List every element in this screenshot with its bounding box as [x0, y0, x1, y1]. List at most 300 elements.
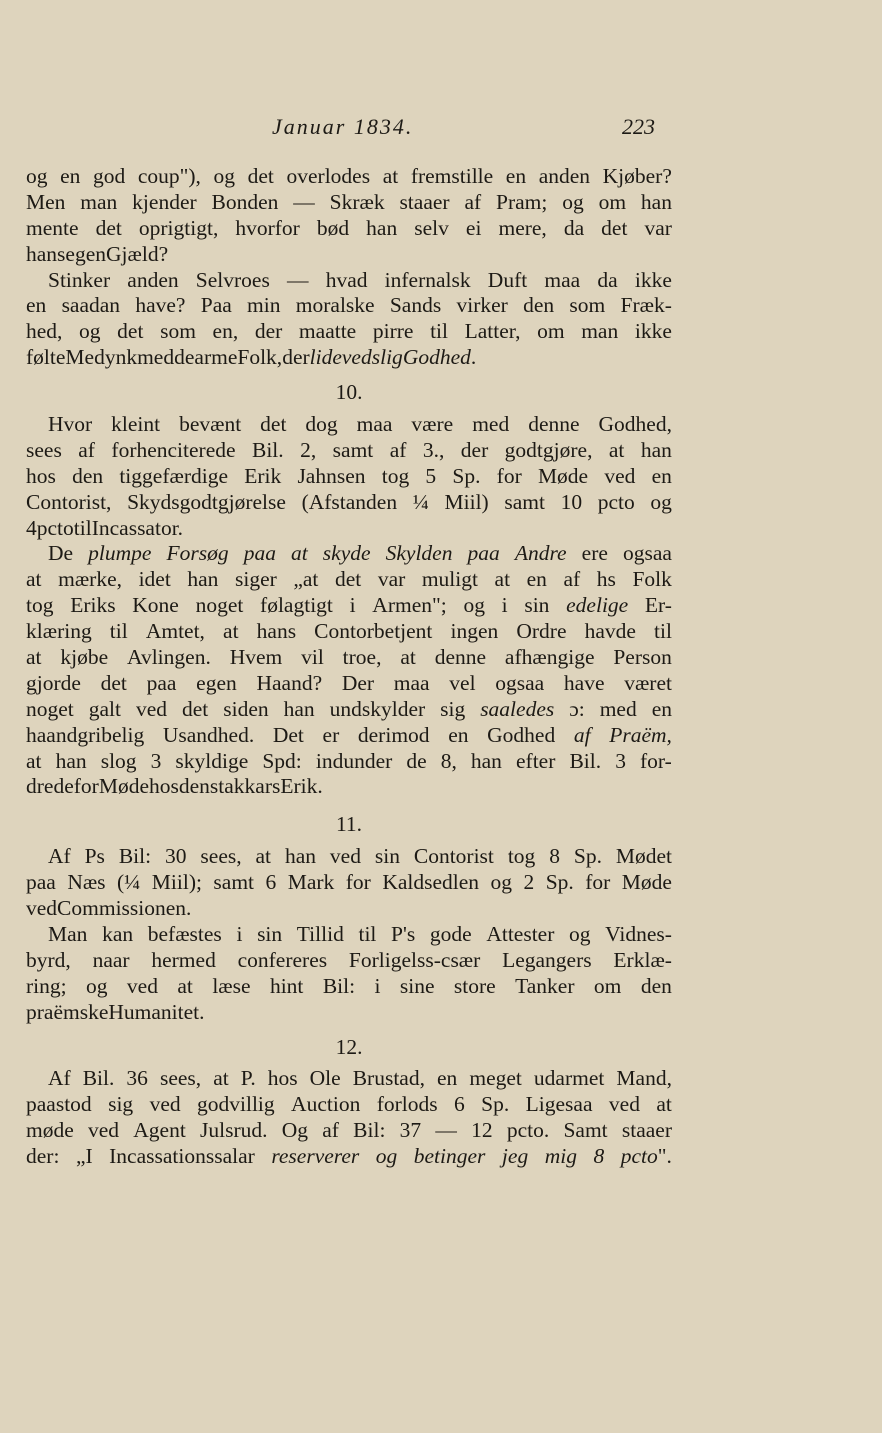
word: Der — [341, 670, 375, 695]
word: og — [86, 973, 108, 998]
word: en — [651, 463, 672, 488]
word: store — [453, 973, 496, 998]
word: han — [283, 696, 315, 721]
word: tiggefærdige — [119, 463, 228, 488]
word: om — [598, 189, 627, 214]
section-number: 10. — [335, 380, 363, 405]
word: i — [236, 921, 243, 946]
word: Jahnsen — [297, 463, 366, 488]
word: Hvem — [229, 645, 283, 670]
word: de — [174, 345, 195, 370]
page-number: 223 — [622, 114, 655, 139]
text-line — [26, 567, 672, 593]
text-line — [26, 293, 672, 319]
word: ved — [608, 1092, 640, 1117]
word: ɔ: — [569, 696, 585, 721]
word: Incassator. — [91, 515, 184, 540]
word: vil — [301, 645, 324, 670]
word: at — [26, 645, 42, 670]
word: Avlingen. — [127, 645, 211, 670]
word: at — [382, 164, 399, 188]
word: anden — [538, 164, 591, 188]
word: stakkars — [209, 774, 281, 799]
word: (¼ — [117, 870, 141, 895]
word: at — [608, 437, 625, 462]
word: forlods — [376, 1092, 438, 1117]
word: sin — [374, 844, 400, 869]
text-line — [26, 922, 672, 948]
word: Miil) — [444, 489, 489, 514]
word: Folk, — [237, 345, 283, 370]
word: med — [137, 345, 175, 370]
word: det — [247, 164, 274, 188]
word: Samt — [563, 1118, 608, 1143]
word: Armen"; — [372, 593, 447, 618]
word: kan — [102, 921, 134, 946]
word: infernalsk — [384, 267, 471, 292]
word: undskylder — [329, 696, 426, 721]
word: Bil: — [118, 844, 152, 869]
word: Sands — [389, 293, 442, 318]
word: plumpe — [88, 541, 152, 566]
text-line — [26, 216, 672, 242]
word: ogsaa — [622, 541, 672, 566]
word: til — [430, 319, 448, 344]
word: var — [644, 215, 672, 240]
word: det — [334, 567, 362, 592]
word: 10 — [560, 489, 583, 514]
word: byrd, — [26, 947, 71, 972]
word: sig — [108, 1092, 134, 1117]
word: Contorist, — [26, 489, 112, 514]
word: Kaldsedlen — [382, 870, 480, 895]
word: Kone — [132, 593, 179, 618]
word: 8, — [440, 748, 457, 773]
word: 8 — [549, 844, 560, 869]
word: Af — [48, 844, 71, 869]
word: Forligelss-csær — [348, 947, 481, 972]
word: ingen — [450, 619, 499, 644]
word: om — [593, 973, 622, 998]
word: ved — [604, 463, 636, 488]
word: Incassationssalar — [109, 1144, 255, 1169]
word: 30 — [165, 844, 187, 869]
word: Sp. — [481, 1092, 510, 1117]
word: i — [501, 593, 508, 618]
word: naar — [92, 947, 130, 972]
word: Humanitet. — [108, 999, 205, 1024]
word: ved — [149, 1092, 181, 1117]
word: der — [254, 319, 283, 344]
word: hans — [256, 619, 297, 644]
word: „at — [293, 567, 319, 592]
running-title: Januar 1834. — [272, 114, 414, 139]
word: Folk — [632, 567, 672, 592]
word: Sp. — [452, 463, 481, 488]
word: Møde — [621, 870, 672, 895]
word: en — [26, 293, 47, 318]
word: Attester — [486, 921, 555, 946]
word: gode — [429, 921, 472, 946]
word: P. — [240, 1066, 256, 1091]
word: Skræk — [329, 189, 385, 214]
word: siden — [223, 696, 269, 721]
word: udarmet — [533, 1066, 605, 1091]
word: Andre — [514, 541, 567, 566]
word: 5 — [425, 463, 437, 488]
word: og — [569, 921, 591, 946]
word: med — [472, 412, 510, 437]
word: selv — [414, 215, 449, 240]
word: den — [72, 463, 104, 488]
word: 6 — [265, 870, 277, 895]
word: da — [597, 267, 618, 292]
word: Mand, — [616, 1066, 672, 1091]
word: til — [109, 619, 128, 644]
word: og — [375, 1144, 398, 1169]
word: i — [374, 973, 381, 998]
word: og — [213, 164, 236, 188]
word: sine — [399, 973, 435, 998]
word: ere — [581, 541, 608, 566]
word: moralske — [295, 293, 375, 318]
word: 2, — [300, 437, 317, 462]
word: denne — [434, 645, 487, 670]
text-line — [26, 268, 672, 294]
word: Er- — [644, 593, 672, 618]
word: følte — [26, 345, 66, 370]
word: gjorde — [26, 670, 81, 695]
word: det — [100, 670, 127, 695]
word: Erklæ- — [613, 947, 672, 972]
word: noget — [195, 593, 244, 618]
word: ved — [135, 696, 168, 721]
word: klæring — [26, 619, 92, 644]
word: derimod — [357, 722, 430, 747]
word: tog — [507, 844, 536, 869]
word: Godhed. — [402, 345, 477, 370]
word: skyde — [322, 541, 371, 566]
word: Bil: — [353, 1118, 386, 1143]
word: staaer — [399, 189, 450, 214]
word: hvad — [325, 267, 368, 292]
word: Commissionen. — [57, 896, 192, 921]
text-line — [26, 645, 672, 671]
word: Ligesaa — [525, 1092, 593, 1117]
word: læse — [212, 973, 251, 998]
page-body — [26, 164, 672, 1170]
text-line — [26, 896, 672, 922]
text-line — [26, 345, 672, 371]
word: en — [651, 696, 672, 721]
word: hed, — [26, 319, 63, 344]
word: ikke — [634, 319, 672, 344]
text-line — [26, 593, 672, 619]
word: samt — [332, 437, 374, 462]
word: Tillid — [296, 921, 344, 946]
word: hos — [26, 463, 56, 488]
word: man — [581, 319, 619, 344]
word: Vidnes- — [605, 921, 672, 946]
word: haandgribelig — [26, 722, 145, 747]
word: Miil); — [151, 870, 202, 895]
word: indunder — [315, 748, 393, 773]
word: Af — [48, 1066, 71, 1091]
word: have — [563, 670, 605, 695]
word: er — [322, 722, 340, 747]
word: Legangers — [502, 947, 592, 972]
word: Men — [26, 189, 66, 214]
word: Medynk — [65, 345, 138, 370]
text-line — [26, 671, 672, 697]
word: troe, — [342, 645, 382, 670]
word: det — [181, 696, 209, 721]
text-line — [26, 412, 672, 438]
word: idet — [138, 567, 171, 592]
word: Bonden — [211, 189, 279, 214]
word: Haand? — [256, 670, 323, 695]
word: paa — [26, 870, 56, 895]
word: kjøbe — [60, 645, 109, 670]
word: galt — [88, 696, 121, 721]
word: da — [563, 215, 585, 240]
word: at — [177, 973, 193, 998]
word: være — [411, 412, 454, 437]
word: Julsrud. — [200, 1118, 268, 1143]
text-line — [26, 464, 672, 490]
word: pcto — [597, 489, 635, 514]
text-line — [26, 974, 672, 1000]
word: drede — [26, 774, 74, 799]
word: Auction — [291, 1092, 361, 1117]
word: god — [92, 164, 126, 188]
word: Amtet, — [145, 619, 205, 644]
word: — — [287, 267, 309, 292]
word: maa — [393, 670, 430, 695]
word: forhenciterede — [111, 437, 236, 462]
word: den — [523, 293, 555, 318]
word: dog — [305, 412, 338, 437]
word: ved — [26, 896, 58, 921]
word: Sp. — [545, 870, 574, 895]
word: confereres — [237, 947, 328, 972]
word: tog — [381, 463, 410, 488]
word: hos — [267, 1066, 298, 1091]
word: Godhed — [487, 722, 556, 747]
word: en — [60, 164, 81, 188]
word: hans — [26, 241, 66, 266]
word: 3 — [615, 748, 626, 773]
word: og — [463, 593, 485, 618]
word: overlodes — [286, 164, 371, 188]
word: Næs — [67, 870, 106, 895]
word: hos — [149, 774, 179, 799]
word: saadan — [61, 293, 121, 318]
word: for- — [640, 748, 672, 773]
word: Duft — [487, 267, 528, 292]
word: samt — [504, 489, 545, 514]
word: edelige — [566, 593, 629, 618]
word: ved — [329, 844, 361, 869]
word: at — [255, 844, 272, 869]
word: paa — [146, 670, 177, 695]
word: en — [526, 567, 547, 592]
text-line — [26, 619, 672, 645]
word: sig — [440, 696, 466, 721]
word: Møde — [98, 774, 149, 799]
word: til — [654, 619, 672, 644]
word: og — [650, 489, 672, 514]
word: 37 — [399, 1118, 422, 1143]
text-line — [26, 1092, 672, 1118]
word: reserverer — [271, 1144, 360, 1169]
word: sees, — [159, 1066, 202, 1091]
word: 4 — [26, 515, 37, 540]
word: i — [349, 593, 356, 618]
word: ¼ — [412, 489, 429, 514]
word: Møde — [537, 463, 589, 488]
word: Contorbetjent — [314, 619, 433, 644]
text-line — [26, 319, 672, 345]
word: en — [437, 1066, 458, 1091]
word: Bil. — [251, 437, 284, 462]
word: møde — [26, 1118, 74, 1143]
word: Bil. — [82, 1066, 115, 1091]
word: ved — [88, 1118, 120, 1143]
word: af — [563, 567, 581, 592]
word: Sp. — [573, 844, 602, 869]
word: Brustad, — [352, 1066, 425, 1091]
word: Tanker — [515, 973, 575, 998]
word: mere, — [498, 215, 547, 240]
word: det — [117, 319, 144, 344]
word: Og — [281, 1118, 309, 1143]
word: sin — [257, 921, 283, 946]
word: Godhed, — [598, 412, 672, 437]
word: hs — [596, 567, 616, 592]
word: Bil: — [322, 973, 356, 998]
word: hvorfor — [235, 215, 300, 240]
word: paa — [467, 541, 500, 566]
word: han — [55, 748, 87, 773]
word: 3 — [150, 748, 162, 773]
page-header — [0, 114, 882, 144]
word: pcto. — [506, 1118, 550, 1143]
text-line — [26, 774, 672, 800]
word: af — [464, 189, 482, 214]
word: Det — [272, 722, 304, 747]
word: noget — [26, 696, 74, 721]
word: paa — [243, 541, 276, 566]
word: 3., — [422, 437, 445, 462]
text-line — [26, 1144, 672, 1170]
text-line — [26, 516, 672, 542]
word: pirre — [372, 319, 414, 344]
word: Pram; — [496, 189, 548, 214]
word: Mark — [287, 870, 335, 895]
word: og — [562, 189, 584, 214]
word: ei — [465, 215, 482, 240]
word: saaledes — [480, 696, 555, 721]
word: Selvroes — [195, 267, 270, 292]
word: sees — [26, 437, 62, 462]
word: til — [358, 921, 377, 946]
word: Skylden — [385, 541, 453, 566]
word: lide — [309, 345, 342, 370]
word: der — [282, 345, 310, 370]
word: Gjæld? — [106, 241, 169, 266]
word: maatte — [298, 319, 357, 344]
word: mærke, — [58, 567, 122, 592]
word: ring; — [26, 973, 67, 998]
word: Praëm, — [609, 722, 672, 747]
word: afhængige — [504, 645, 595, 670]
word: „I — [75, 1144, 93, 1169]
word: godtgjøre, — [504, 437, 593, 462]
word: en — [505, 164, 527, 188]
word: at — [656, 1092, 672, 1117]
word: — — [293, 189, 315, 214]
text-line — [26, 1066, 672, 1092]
text-line — [26, 1000, 672, 1026]
word: min — [247, 293, 281, 318]
word: Mødet — [615, 844, 672, 869]
word: pcto". — [620, 1144, 672, 1169]
text-line — [26, 1118, 672, 1144]
word: efter — [516, 748, 556, 773]
word: Usandhed. — [162, 722, 255, 747]
word: det — [601, 215, 628, 240]
word: Forsøg — [166, 541, 229, 566]
word: ved — [341, 345, 372, 370]
word: for — [345, 870, 371, 895]
word: egen — [196, 670, 237, 695]
word: han — [284, 844, 316, 869]
word: den — [178, 774, 210, 799]
word: paastod — [26, 1092, 92, 1117]
word: siger — [234, 567, 277, 592]
word: kleint — [111, 412, 161, 437]
word: anden — [127, 267, 179, 292]
word: en, — [212, 319, 239, 344]
word: hermed — [151, 947, 216, 972]
word: fremstille — [410, 164, 494, 188]
word: mente — [26, 215, 79, 240]
word: at — [213, 1066, 229, 1091]
word: oprigtigt, — [138, 215, 219, 240]
word: (Afstanden — [301, 489, 398, 514]
word: som — [160, 319, 196, 344]
section-number: 11. — [335, 812, 363, 837]
text-line — [26, 870, 672, 896]
word: ved — [126, 973, 158, 998]
word: hint — [269, 973, 304, 998]
word: at — [26, 748, 42, 773]
word: denne — [528, 412, 580, 437]
word: om — [537, 319, 565, 344]
word: at — [400, 645, 416, 670]
word: af — [322, 1118, 339, 1143]
word: samt — [213, 870, 255, 895]
word: Skydsgodtgjørelse — [127, 489, 286, 514]
text-line — [26, 164, 672, 190]
word: af — [573, 722, 591, 747]
word: betinger — [413, 1144, 486, 1169]
word: Hvor — [48, 412, 93, 437]
word: 36 — [126, 1066, 148, 1091]
word: for — [585, 870, 611, 895]
word: P's — [391, 921, 416, 946]
